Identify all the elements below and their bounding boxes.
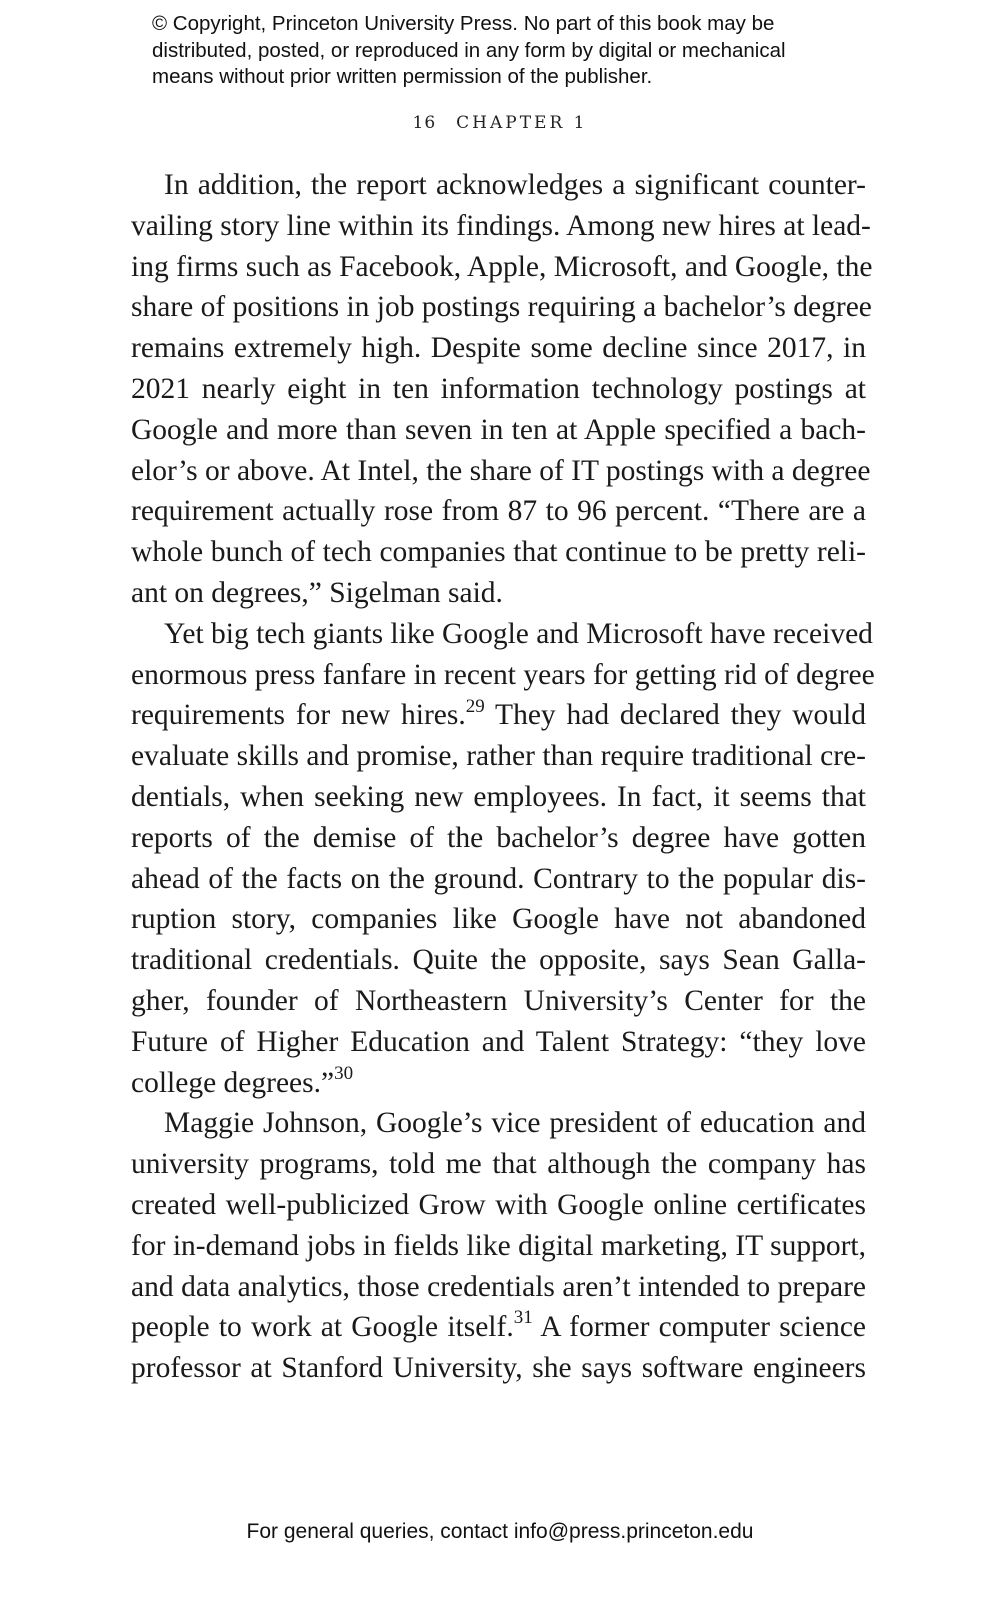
text-line: Yet big tech giants like Google and Microsoft have received xyxy=(164,617,873,650)
text-segment: A former computer science xyxy=(532,1311,867,1344)
text-line: enormous press fanfare in recent years for getting rid of degree xyxy=(131,658,875,691)
text-line: remains extremely high. Despite some decline since 2017, in xyxy=(131,332,866,365)
running-head xyxy=(0,113,1000,133)
text-line-with-note xyxy=(131,1063,866,1104)
footnote-ref-31: 31 xyxy=(513,1307,533,1329)
text-segment: They had declared they would xyxy=(484,699,866,732)
text-line: reports of the demise of the bachelor’s degree have gotten xyxy=(131,821,866,854)
copyright-line: © Copyright, Princeton University Press. No part of this book may be xyxy=(152,12,775,35)
text-line: university programs, told me that although the company has xyxy=(131,1148,866,1181)
text-line: gher, founder of Northeastern University’s Center for the xyxy=(131,984,866,1017)
text-line: for in-demand jobs in fields like digital marketing, IT support, xyxy=(131,1229,866,1262)
text-segment: requirements for new hires. xyxy=(131,699,466,732)
text-line: share of positions in job postings requiring a bachelor’s degree xyxy=(131,291,872,324)
footnote-ref-30: 30 xyxy=(334,1062,354,1084)
copyright-line: distributed, posted, or reproduced in any form by digital or mechanical xyxy=(152,38,786,62)
text-line: ing firms such as Facebook, Apple, Microsoft, and Google, the xyxy=(131,250,873,283)
text-line: 2021 nearly eight in ten information technology postings at xyxy=(131,372,866,405)
page-number: 16 xyxy=(412,113,437,133)
text-line: Maggie Johnson, Google’s vice president of education and xyxy=(164,1107,866,1140)
text-line: ahead of the facts on the ground. Contrary to the popular dis- xyxy=(131,862,866,895)
text-line: professor at Stanford University, she says software engineers xyxy=(131,1352,866,1385)
text-line: evaluate skills and promise, rather than require traditional cre- xyxy=(131,740,866,773)
text-segment: people to work at Google itself. xyxy=(131,1311,514,1344)
text-line: whole bunch of tech companies that continue to be pretty reli- xyxy=(131,536,866,569)
text-line: elor’s or above. At Intel, the share of IT postings with a degree xyxy=(131,454,871,487)
text-line: traditional credentials. Quite the opposite, says Sean Galla- xyxy=(131,944,866,977)
chapter-label: CHAPTER 1 xyxy=(456,113,588,133)
text-line: In addition, the report acknowledges a significant counter- xyxy=(164,169,866,201)
text-line-with-note xyxy=(131,1307,866,1348)
text-line: requirement actually rose from 87 to 96 percent. “There are a xyxy=(131,495,866,528)
text-line-with-note xyxy=(131,695,866,736)
copyright-notice xyxy=(152,11,872,91)
text-line: created well-publicized Grow with Google online certificates xyxy=(131,1188,866,1221)
text-line: vailing story line within its findings. Among new hires at lead- xyxy=(131,209,871,242)
text-line: Future of Higher Education and Talent Strategy: “they love xyxy=(131,1025,866,1058)
body-text xyxy=(131,165,875,1389)
text-line: ruption story, companies like Google have not abandoned xyxy=(131,903,866,936)
text-line: ant on degrees,” Sigelman said. xyxy=(131,576,503,609)
footnote-ref-29: 29 xyxy=(465,695,485,717)
text-line: and data analytics, those credentials aren’t intended to prepare xyxy=(131,1270,866,1303)
text-line: dentials, when seeking new employees. In fact, it seems that xyxy=(131,780,866,813)
text-segment: college degrees.” xyxy=(131,1066,335,1099)
text-line: Google and more than seven in ten at Apple specified a bach- xyxy=(131,413,866,446)
copyright-line: means without prior written permission of the publisher. xyxy=(152,65,653,88)
footer-contact: For general queries, contact info@press.princeton.edu xyxy=(246,1520,754,1543)
